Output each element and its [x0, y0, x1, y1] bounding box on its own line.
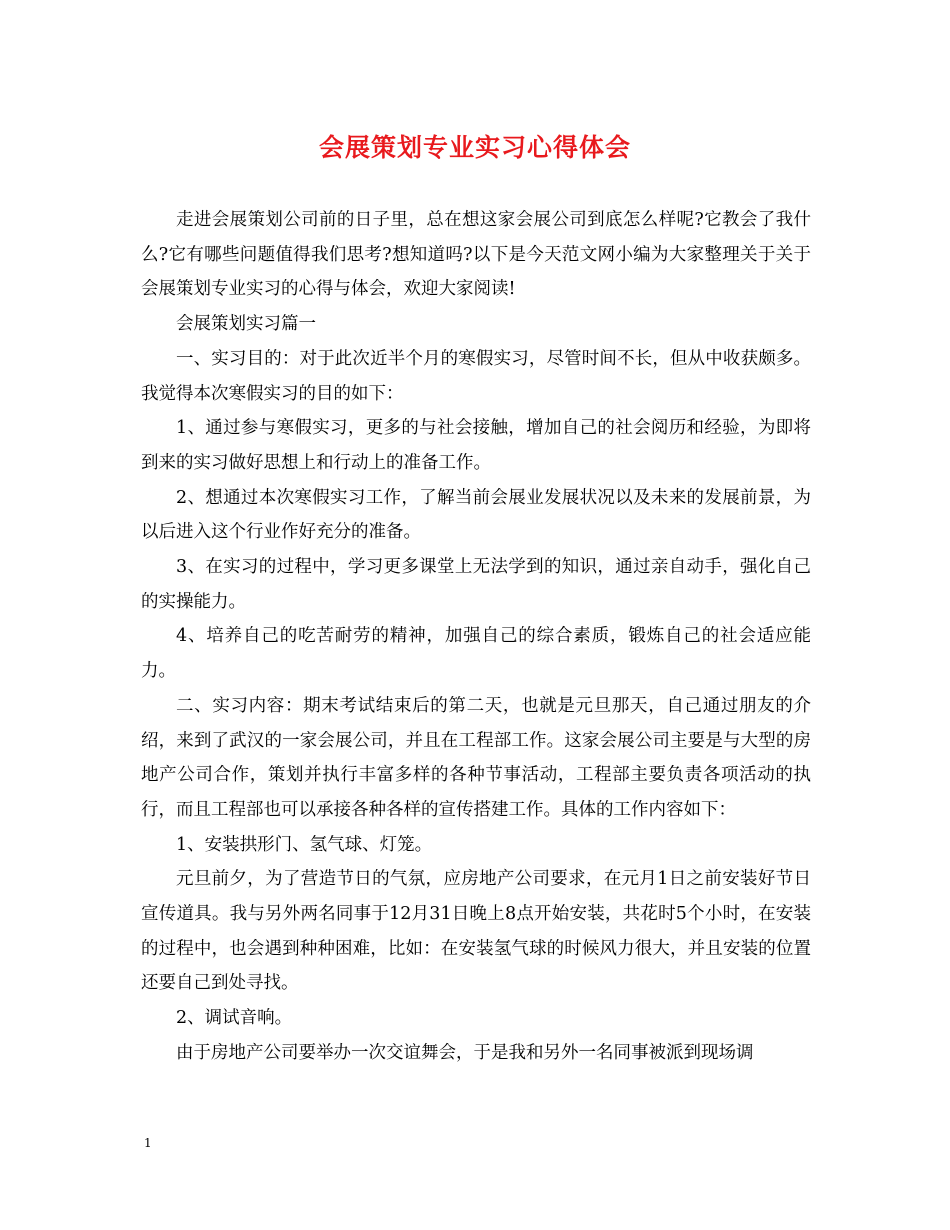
paragraph-content-item-1-detail: 元旦前夕，为了营造节日的气氛，应房地产公司要求，在元月1日之前安装好节日宣传道具。我与另外两名同事于12月31日晚上8点开始安装，共花时5个小时，在安装的过程中，也会遇到种种困难，比如：在安装氢气球的时候风力很大，并且安装的位置还要自己到处寻找。 — [141, 869, 811, 994]
paragraph-purpose-item-3: 3、在实习的过程中，学习更多课堂上无法学到的知识，通过亲自动手，强化自己的实操能力。 — [141, 557, 811, 612]
page-number: 1 — [144, 1136, 152, 1150]
paragraph-content: 二、实习内容：期末考试结束后的第二天，也就是元旦那天，自己通过朋友的介绍，来到了武汉的一家会展公司，并且在工程部工作。这家会展公司主要是与大型的房地产公司合作，策划并执行丰富多样的各种节事活动，工程部主要负责各项活动的执行，而且工程部也可以承接各种各样的宣传搭建工作。具体的工作内容如下： — [141, 695, 811, 820]
section-heading-part-one: 会展策划实习篇一 — [176, 314, 316, 335]
paragraph-purpose-item-2: 2、想通过本次寒假实习工作，了解当前会展业发展状况以及未来的发展前景，为以后进入这个行业作好充分的准备。 — [141, 487, 811, 543]
document-title: 会展策划专业实习心得体会 — [318, 133, 631, 162]
paragraph-intro: 走进会展策划公司前的日子里，总在想这家会展公司到底怎么样呢?它教会了我什么?它有哪些问题值得我们思考?想知道吗?以下是今天范文网小编为大家整理关于关于会展策划专业实习的心得与体会，欢迎大家阅读! — [141, 210, 811, 300]
paragraph-purpose: 一、实习目的：对于此次近半个月的寒假实习，尽管时间不长，但从中收获颇多。我觉得本次寒假实习的目的如下： — [141, 348, 811, 404]
paragraph-purpose-item-1: 1、通过参与寒假实习，更多的与社会接触，增加自己的社会阅历和经验，为即将到来的实习做好思想上和行动上的准备工作。 — [141, 418, 811, 473]
paragraph-content-item-2-detail: 由于房地产公司要举办一次交谊舞会，于是我和另外一名同事被派到现场调 — [176, 1042, 754, 1063]
document-body — [141, 203, 811, 1071]
paragraph-content-item-1: 1、安装拱形门、氢气球、灯笼。 — [176, 834, 433, 855]
paragraph-content-item-2: 2、调试音响。 — [176, 1008, 293, 1029]
paragraph-purpose-item-4: 4、培养自己的吃苦耐劳的精神，加强自己的综合素质，锻炼自己的社会适应能力。 — [141, 626, 811, 682]
